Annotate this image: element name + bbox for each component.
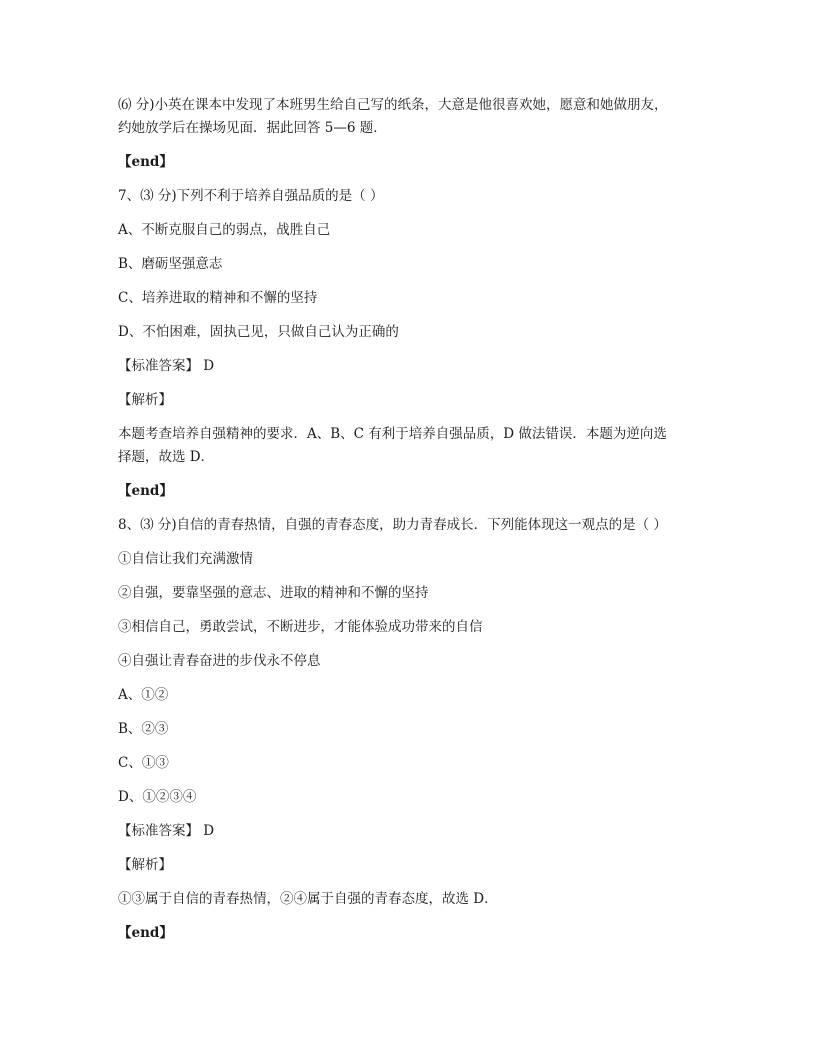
document-page xyxy=(118,94,703,956)
q8-statement-2: ②自强，要靠坚强的意志、进取的精神和不懈的坚持 xyxy=(118,585,429,601)
q7-option-d: D、不怕困难，固执己见，只做自己认为正确的 xyxy=(118,324,399,340)
q7-option-a: A、不断克服自己的弱点，战胜自己 xyxy=(118,222,331,238)
q7-analysis-line-1: 本题考查培养自强精神的要求．A、B、C 有利于培养自强品质，D 做法错误．本题为逆向选 xyxy=(118,426,667,442)
intro-text xyxy=(118,94,703,140)
intro-line-2: 约她放学后在操场见面．据此回答 5—6 题． xyxy=(118,120,387,136)
q8-option-a: A、①② xyxy=(118,687,169,703)
q7-option-b: B、磨砺坚强意志 xyxy=(118,256,223,272)
q8-option-c: C、①③ xyxy=(118,755,169,771)
q7-stem: 7、⑶ 分)下列不利于培养自强品质的是（ ） xyxy=(118,188,384,204)
q8-analysis: ①③属于自信的青春热情，②④属于自强的青春态度，故选 D． xyxy=(118,891,498,907)
q7-answer: 【标准答案】 D xyxy=(118,358,215,374)
q8-option-b: B、②③ xyxy=(118,721,169,737)
q8-analysis-label: 【解析】 xyxy=(118,857,172,873)
q8-statement-4: ④自强让青春奋进的步伐永不停息 xyxy=(118,653,321,669)
intro-line-1: ⑹ 分)小英在课本中发现了本班男生给自己写的纸条，大意是他很喜欢她，愿意和她做朋友， xyxy=(118,97,668,113)
q8-end-marker: 【end】 xyxy=(118,925,173,941)
q8-stem: 8、⑶ 分)自信的青春热情，自强的青春态度，助力青春成长．下列能体现这一观点的是（ ） xyxy=(118,517,667,533)
q8-statement-3: ③相信自己，勇敢尝试，不断进步，才能体验成功带来的自信 xyxy=(118,619,483,635)
q8-answer: 【标准答案】 D xyxy=(118,823,215,839)
q8-statement-1: ①自信让我们充满激情 xyxy=(118,551,253,567)
q7-option-c: C、培养进取的精神和不懈的坚持 xyxy=(118,290,318,306)
q7-analysis xyxy=(118,423,703,469)
q7-analysis-line-2: 择题，故选 D． xyxy=(118,449,215,465)
q8-option-d: D、①②③④ xyxy=(118,789,197,805)
intro-end-marker: 【end】 xyxy=(118,154,173,170)
q7-end-marker: 【end】 xyxy=(118,483,173,499)
q7-analysis-label: 【解析】 xyxy=(118,392,172,408)
